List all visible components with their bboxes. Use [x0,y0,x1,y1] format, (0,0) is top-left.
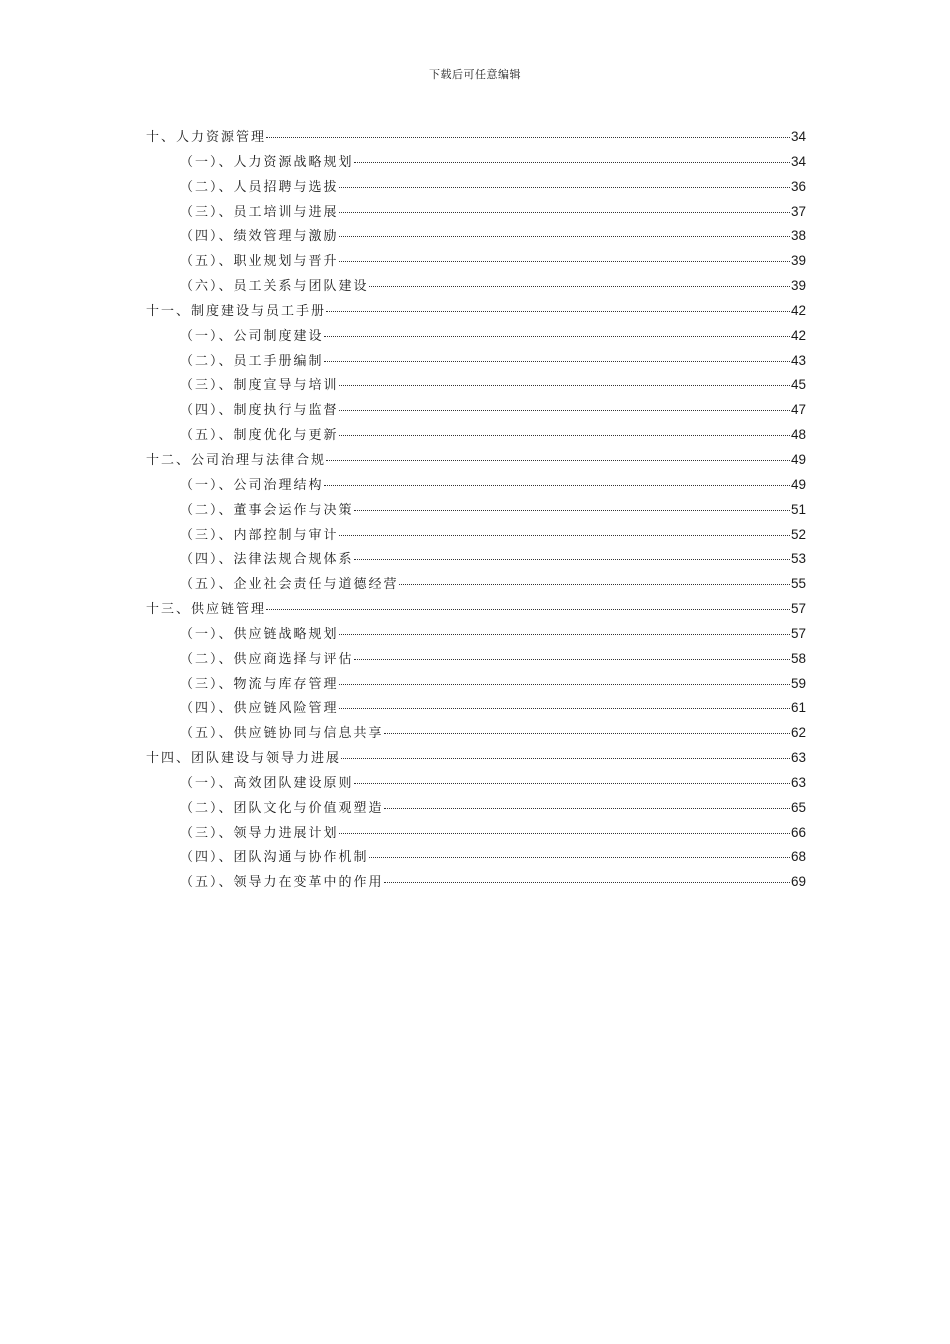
toc-section-entry[interactable] [146,224,806,249]
toc-page-number: 63 [790,774,806,790]
toc-entry-title: 十三、供应链管理 [146,602,267,618]
toc-dot-leader [339,535,790,536]
toc-section-entry[interactable] [146,175,806,200]
toc-dot-leader [384,733,790,734]
toc-entry-title: （四）、制度执行与监督 [180,403,339,419]
toc-chapter-entry[interactable] [146,299,806,324]
toc-chapter-entry[interactable] [146,597,806,622]
toc-page-number: 39 [790,253,806,269]
toc-section-entry[interactable] [146,423,806,448]
toc-dot-leader [339,833,790,834]
toc-section-entry[interactable] [146,622,806,647]
toc-section-entry[interactable] [146,249,806,274]
toc-entry-title: 十一、制度建设与员工手册 [146,303,327,319]
toc-page-number: 65 [790,799,806,815]
toc-section-entry[interactable] [146,572,806,597]
toc-section-entry[interactable] [146,771,806,796]
toc-section-entry[interactable] [146,150,806,175]
toc-entry-title: （五）、领导力在变革中的作用 [180,875,384,891]
toc-page-number: 52 [790,526,806,542]
toc-page-number: 42 [790,302,806,318]
toc-dot-leader [339,410,790,411]
toc-section-entry[interactable] [146,324,806,349]
toc-dot-leader [326,460,790,461]
toc-dot-leader [354,162,790,163]
toc-dot-leader [324,485,790,486]
toc-section-entry[interactable] [146,845,806,870]
toc-entry-title: （三）、领导力进展计划 [180,825,339,841]
toc-page-number: 68 [790,849,806,865]
toc-dot-leader [339,385,790,386]
toc-dot-leader [324,336,790,337]
toc-entry-title: （三）、制度宣导与培训 [180,378,339,394]
toc-entry-title: （一）、高效团队建设原则 [180,775,354,791]
toc-section-entry[interactable] [146,721,806,746]
toc-page-number: 43 [790,352,806,368]
toc-section-entry[interactable] [146,274,806,299]
toc-section-entry[interactable] [146,473,806,498]
toc-page-number: 49 [790,451,806,467]
toc-section-entry[interactable] [146,498,806,523]
toc-dot-leader [339,634,790,635]
toc-page-number: 51 [790,501,806,517]
toc-dot-leader [384,808,790,809]
toc-entry-title: （二）、团队文化与价值观塑造 [180,800,384,816]
toc-dot-leader [341,758,790,759]
toc-page-number: 38 [790,228,806,244]
toc-entry-title: （五）、制度优化与更新 [180,428,339,444]
toc-chapter-entry[interactable] [146,125,806,150]
toc-dot-leader [326,311,790,312]
toc-section-entry[interactable] [146,796,806,821]
toc-section-entry[interactable] [146,672,806,697]
toc-chapter-entry[interactable] [146,746,806,771]
toc-page-number: 34 [790,129,806,144]
toc-entry-title: （五）、企业社会责任与道德经营 [180,577,399,593]
toc-dot-leader [339,684,790,685]
toc-page-number: 48 [790,427,806,443]
toc-dot-leader [266,137,790,138]
toc-page-number: 34 [790,153,806,169]
toc-entry-title: （三）、员工培训与进展 [180,204,339,220]
toc-dot-leader [339,261,790,262]
toc-entry-title: （一）、人力资源战略规划 [180,154,354,170]
toc-dot-leader [384,882,790,883]
toc-entry-title: （四）、供应链风险管理 [180,701,339,717]
toc-page-number: 57 [790,601,806,617]
toc-section-entry[interactable] [146,398,806,423]
toc-dot-leader [339,708,790,709]
toc-entry-title: （三）、内部控制与审计 [180,527,339,543]
toc-section-entry[interactable] [146,821,806,846]
toc-dot-leader [339,212,790,213]
toc-page-number: 37 [790,203,806,219]
toc-dot-leader [354,559,790,560]
toc-entry-title: （五）、职业规划与晋升 [180,254,339,270]
toc-dot-leader [369,286,790,287]
toc-page-number: 42 [790,327,806,343]
toc-page-number: 55 [790,576,806,592]
toc-entry-title: （一）、供应链战略规划 [180,626,339,642]
toc-page-number: 57 [790,625,806,641]
toc-page-number: 53 [790,551,806,567]
toc-entry-title: （二）、员工手册编制 [180,353,324,369]
toc-section-entry[interactable] [146,200,806,225]
toc-page-number: 39 [790,278,806,294]
toc-page-number: 62 [790,725,806,741]
toc-entry-title: （四）、法律法规合规体系 [180,552,354,568]
toc-entry-title: （二）、供应商选择与评估 [180,651,354,667]
toc-dot-leader [354,783,790,784]
toc-page-number: 45 [790,377,806,393]
toc-entry-title: 十四、团队建设与领导力进展 [146,751,342,767]
toc-entry-title: （一）、公司治理结构 [180,477,324,493]
toc-page-number: 47 [790,402,806,418]
toc-entry-title: （二）、董事会运作与决策 [180,502,354,518]
toc-entry-title: （五）、供应链协同与信息共享 [180,726,384,742]
toc-page-number: 66 [790,824,806,840]
toc-section-entry[interactable] [146,647,806,672]
toc-dot-leader [354,510,790,511]
toc-chapter-entry[interactable] [146,448,806,473]
toc-entry-title: 十二、公司治理与法律合规 [146,452,327,468]
toc-entry-title: （六）、员工关系与团队建设 [180,279,369,295]
toc-page-number: 63 [790,750,806,766]
toc-dot-leader [354,659,790,660]
toc-section-entry[interactable] [146,547,806,572]
toc-entry-title: （四）、团队沟通与协作机制 [180,850,369,866]
toc-entry-title: （一）、公司制度建设 [180,328,324,344]
toc-dot-leader [369,857,790,858]
toc-section-entry[interactable] [146,349,806,374]
toc-section-entry[interactable] [146,523,806,548]
toc-entry-title: （三）、物流与库存管理 [180,676,339,692]
toc-entry-title: （二）、人员招聘与选拔 [180,179,339,195]
toc-dot-leader [339,236,790,237]
toc-entry-title: 十、人力资源管理 [146,130,267,145]
toc-section-entry[interactable] [146,696,806,721]
toc-entry-title: （四）、绩效管理与激励 [180,229,339,245]
toc-page-number: 69 [790,874,806,890]
toc-dot-leader [324,361,790,362]
page-header: 下载后可任意编辑 [429,68,521,81]
toc-dot-leader [339,187,790,188]
toc-dot-leader [399,584,790,585]
toc-section-entry[interactable] [146,870,806,895]
toc-page-number: 36 [790,178,806,194]
toc-page-number: 49 [790,476,806,492]
toc-section-entry[interactable] [146,373,806,398]
toc-dot-leader [339,435,790,436]
toc-dot-leader [266,609,790,610]
toc-page-number: 58 [790,650,806,666]
toc-page-number: 59 [790,675,806,691]
table-of-contents [146,125,806,895]
toc-page-number: 61 [790,700,806,716]
